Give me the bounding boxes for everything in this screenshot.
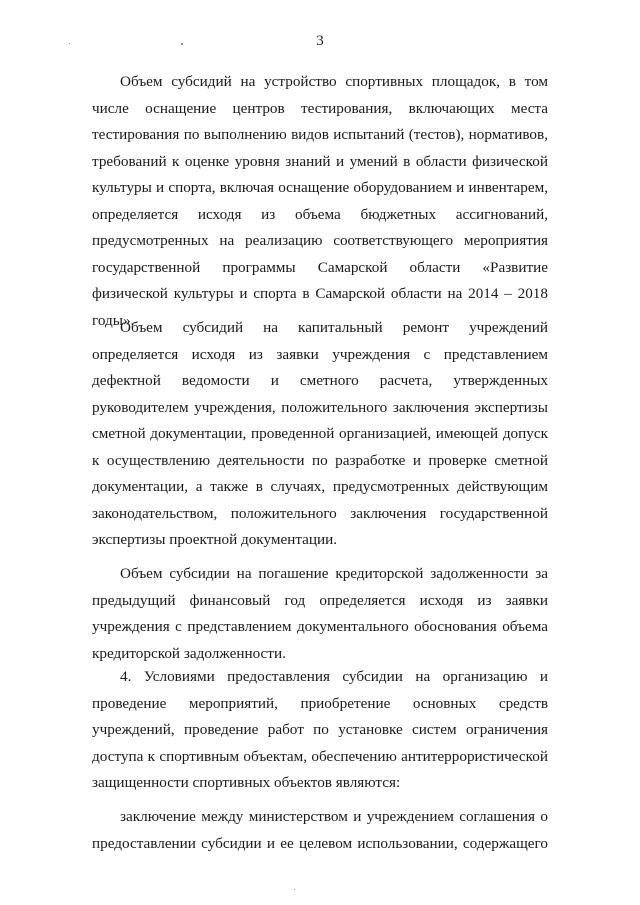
page-number: 3 xyxy=(316,33,324,49)
paragraph-debt-repayment-subsidy: Объем субсидии на погашение кредиторской задолженности за предыдущий финансовый год определяется исходя из заявки учреждения с представлением документального обоснования объема кредиторской задолженности. xyxy=(92,565,548,662)
paragraph-capital-repair-subsidy: Объем субсидий на капитальный ремонт учреждений определяется исходя из заявки учреждения с представлением дефектной ведомости и сметного расчета, утвержденных руководителем учреждения, положительного заключения экспертизы сметной документации, проведенной организацией, имеющей допуск к осуществлению деятельности по разработке и проверке сметной документации, а также в случаях, предусмотренных действующим законодательством, положительного заключения государственной экспертизы проектной документации. xyxy=(92,319,548,548)
paragraph-agreement-conclusion: заключение между министерством и учреждением соглашения о предоставлении субсидии и ее целевом использовании, содержащего xyxy=(92,808,548,852)
scan-artifact xyxy=(294,889,295,890)
paragraph-subsidy-conditions: 4. Условиями предоставления субсидии на организацию и проведение мероприятий, приобретение основных средств учреждений, проведение работ по установке систем ограничения доступа к спортивным объектам, обеспечению антитеррористической защищенности спортивных объектов являются: xyxy=(92,668,548,791)
paragraph-sports-grounds-subsidy: Объем субсидий на устройство спортивных площадок, в том числе оснащение центров тестирования, включающих места тестирования по выполнению видов испытаний (тестов), нормативов, требований к оценке уровня знаний и умений в области физической культуры и спорта, включая оснащение оборудованием и инвентарем, определяется исходя из объема бюджетных ассигнований, предусмотренных на реализацию соответствующего мероприятия государственной программы Самарской области «Развитие физической культуры и спорта в Самарской области на 2014 – 2018 годы». xyxy=(92,73,548,329)
